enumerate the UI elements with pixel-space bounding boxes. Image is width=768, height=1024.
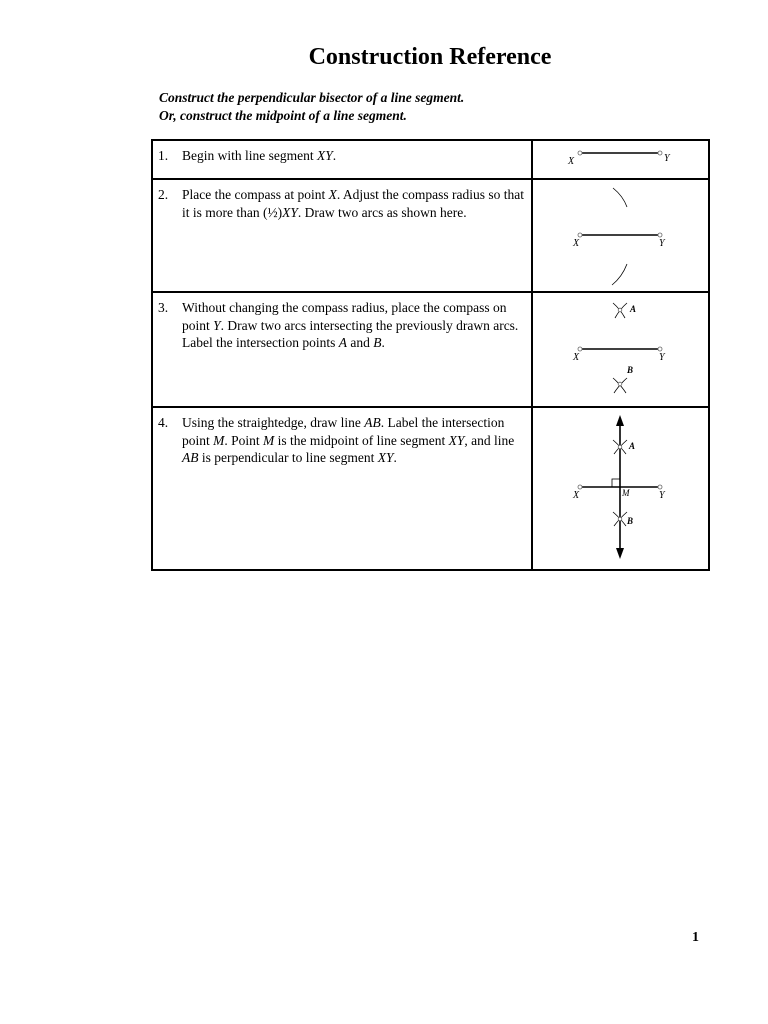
step-text-cell	[152, 407, 532, 570]
intersecting-arcs-figure	[533, 293, 708, 406]
step-instruction	[182, 299, 525, 352]
point-b	[618, 517, 622, 521]
point-name: Y	[213, 317, 221, 333]
point-y	[658, 485, 662, 489]
upper-arc	[613, 188, 627, 207]
text-run: . Label the intersection point	[182, 415, 505, 448]
text-run: is the midpoint of line segment	[274, 432, 449, 448]
step-instruction	[182, 186, 525, 221]
steps-table	[151, 139, 710, 571]
point-name: B	[373, 335, 382, 350]
perpendicular-bisector-figure	[533, 408, 708, 569]
page-title: Construction Reference	[308, 44, 552, 70]
label-a: A	[629, 441, 636, 451]
step-row-4	[152, 407, 709, 570]
text-run: and	[346, 335, 374, 350]
point-name: M	[213, 432, 225, 448]
segment-name: XY	[282, 204, 298, 220]
segment-name: XY	[448, 432, 465, 448]
point-name: X	[328, 187, 337, 202]
point-x	[578, 485, 582, 489]
intro-instructions	[159, 89, 464, 125]
point-b	[618, 382, 622, 386]
label-b: B	[627, 516, 634, 526]
step-text-cell	[152, 292, 532, 407]
label-y: Y	[659, 238, 665, 249]
step-figure-cell	[532, 179, 709, 292]
text-run: . Draw two arcs intersecting the previously drawn arcs. Label the intersection points	[182, 317, 519, 350]
point-name: M	[263, 432, 275, 448]
text-run: Place the compass at point	[182, 187, 329, 202]
lower-arc	[612, 264, 627, 285]
point-a	[618, 308, 622, 312]
point-x	[578, 151, 582, 155]
label-y: Y	[659, 490, 665, 501]
line-name: AB	[182, 450, 199, 465]
arrow-down-icon	[616, 548, 624, 559]
line-name: AB	[364, 415, 381, 430]
point-y	[658, 233, 662, 237]
point-x	[578, 233, 582, 237]
intro-line-2: Or, construct the midpoint of a line segment.	[159, 108, 407, 123]
text-run: Without changing the compass radius, place the compass on point	[182, 300, 507, 333]
text-run: , and line	[464, 432, 515, 448]
text-run: . Adjust the compass radius so that it is more than (½)	[182, 187, 524, 220]
step-figure-cell	[532, 292, 709, 407]
step-number: 3.	[158, 300, 169, 315]
step-number: 1.	[158, 148, 169, 163]
step-number: 2.	[158, 187, 169, 202]
step-figure-cell	[532, 140, 709, 179]
label-x: X	[573, 490, 580, 501]
page-number: 1	[692, 930, 699, 945]
label-x: X	[573, 352, 580, 363]
step-figure-cell	[532, 407, 709, 570]
label-y: Y	[659, 352, 665, 363]
label-y: Y	[664, 153, 670, 164]
step-row-2	[152, 179, 709, 292]
segment-xy-figure	[533, 141, 708, 178]
label-a: A	[630, 304, 637, 314]
label-x: X	[568, 156, 575, 167]
step-text-cell	[152, 140, 532, 179]
point-name: A	[338, 335, 347, 350]
text-run: .	[332, 148, 337, 163]
label-m: M	[622, 488, 630, 498]
intro-line-1: Construct the perpendicular bisector of a line segment.	[159, 90, 465, 105]
label-b: B	[627, 365, 634, 375]
step-number: 4.	[158, 415, 169, 430]
step-instruction	[182, 414, 525, 467]
step-row-1	[152, 140, 709, 179]
label-x: X	[573, 238, 580, 249]
step-instruction	[182, 147, 525, 165]
text-run: Using the straightedge, draw line	[182, 415, 365, 430]
text-run: is perpendicular to line segment	[198, 450, 378, 465]
text-run: .	[381, 335, 385, 350]
compass-arcs-figure	[533, 180, 708, 291]
arrow-up-icon	[616, 415, 624, 426]
text-run: . Point	[224, 432, 264, 448]
point-x	[578, 347, 582, 351]
right-angle-marker	[612, 479, 620, 487]
point-a	[618, 445, 622, 449]
step-text-cell	[152, 179, 532, 292]
segment-name: XY	[316, 148, 333, 163]
step-row-3	[152, 292, 709, 407]
point-y	[658, 151, 662, 155]
segment-name: XY	[377, 450, 394, 465]
point-y	[658, 347, 662, 351]
text-run: Begin with line segment	[182, 148, 317, 163]
text-run: . Draw two arcs as shown here.	[297, 204, 467, 220]
text-run: .	[393, 450, 397, 465]
